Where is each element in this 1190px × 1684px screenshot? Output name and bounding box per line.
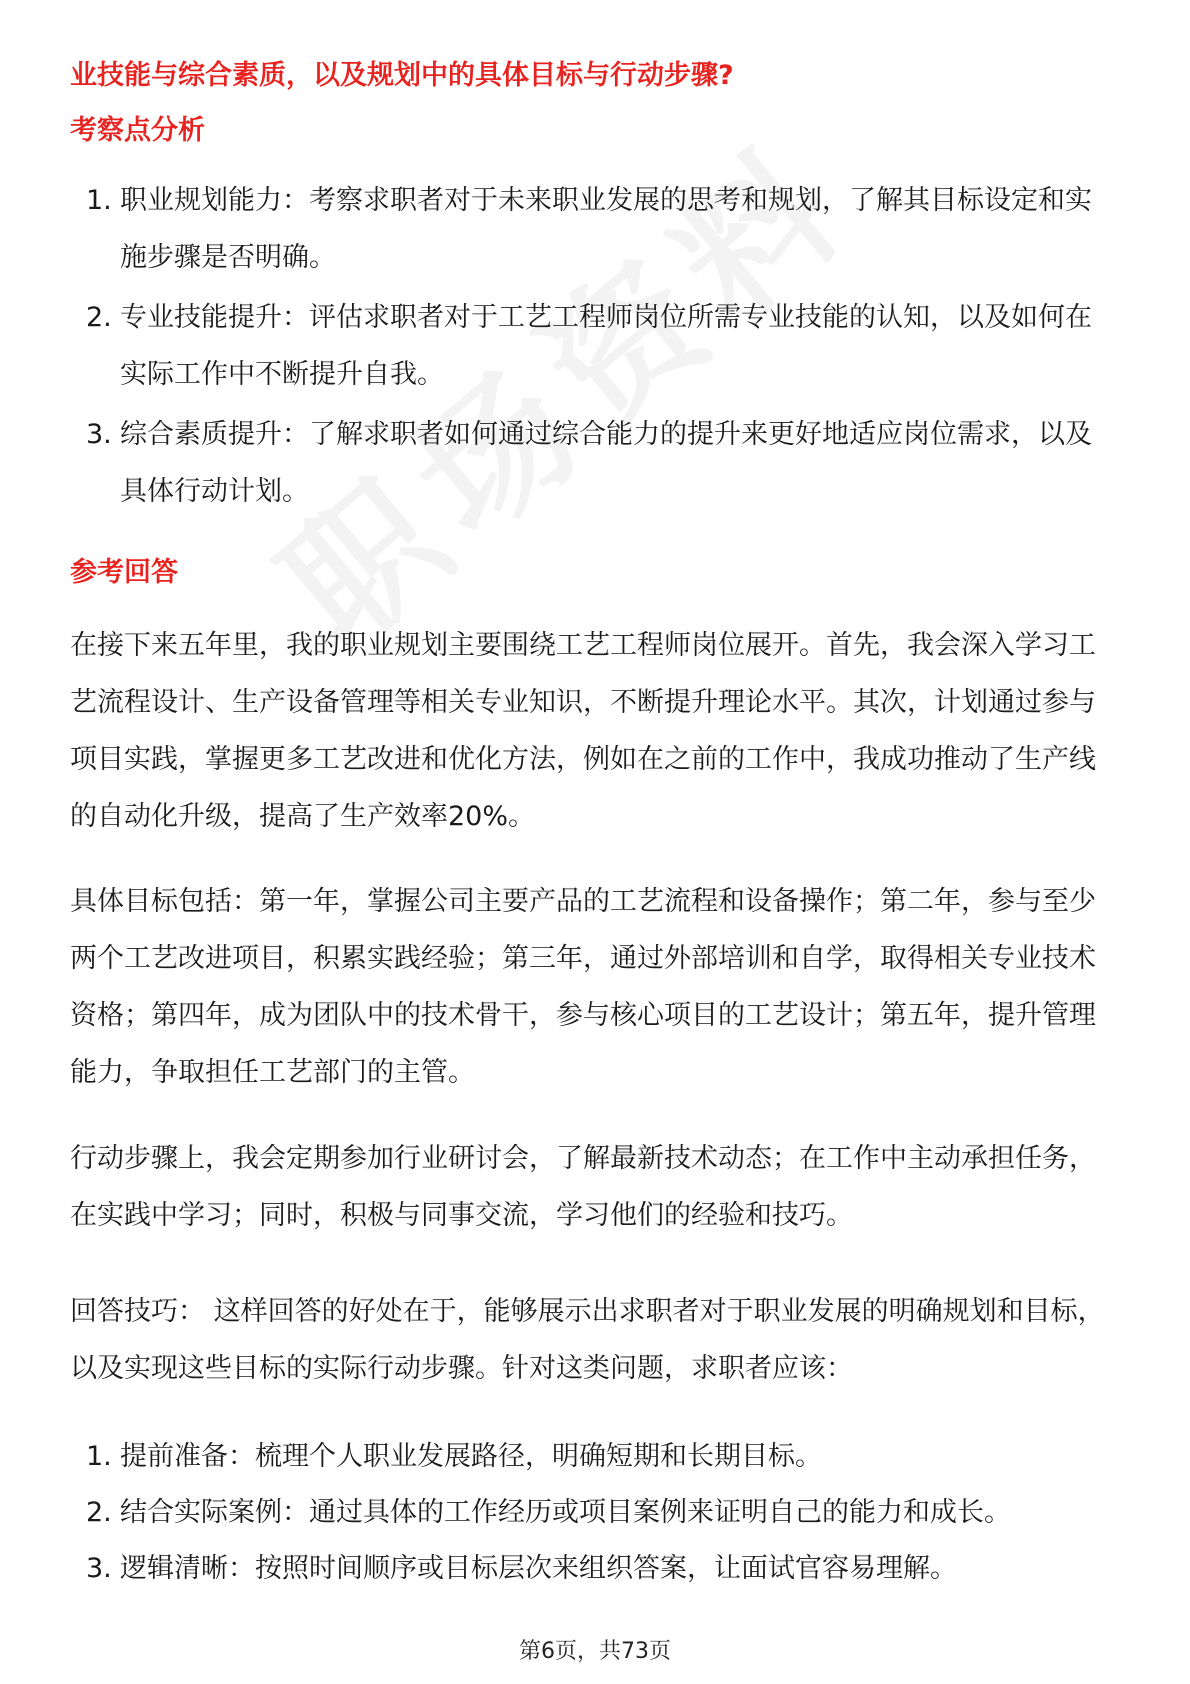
list-item — [70, 406, 1110, 520]
answer-paragraph: 在接下来五年里，我的职业规划主要围绕工艺工程师岗位展开。首先，我会深入学习工艺流程设计、生产设备管理等相关专业知识，不断提升理论水平。其次，计划通过参与项目实践，掌握更多工艺改进和优化方法，例如在之前的工作中，我成功推动了生产线的自动化升级，提高了生产效率20%。 — [70, 630, 1096, 832]
answer-paragraph: 行动步骤上，我会定期参加行业研讨会，了解最新技术动态；在工作中主动承担任务，在实践中学习；同时，积极与同事交流，学习他们的经验和技巧。 — [70, 1143, 1096, 1231]
list-item — [70, 1485, 1110, 1541]
list-text: 职业规划能力：考察求职者对于未来职业发展的思考和规划，了解其目标设定和实施步骤是否明确。 — [120, 185, 1092, 273]
list-number: 2. — [86, 1497, 112, 1528]
analysis-heading: 考察点分析 — [70, 115, 205, 146]
list-number: 2. — [86, 302, 112, 333]
answer-heading: 参考回答 — [70, 557, 178, 588]
list-number: 1. — [86, 185, 112, 216]
list-item — [70, 1541, 1110, 1597]
page-number: 第6页，共73页 — [519, 1639, 671, 1664]
list-text: 逻辑清晰：按照时间顺序或目标层次来组织答案，让面试官容易理解。 — [120, 1553, 957, 1584]
list-text: 结合实际案例：通过具体的工作经历或项目案例来证明自己的能力和成长。 — [120, 1497, 1011, 1528]
answer-tips-intro: 回答技巧： 这样回答的好处在于，能够展示出求职者对于职业发展的明确规划和目标，以及实现这些目标的实际行动步骤。针对这类问题，求职者应该： — [70, 1296, 1105, 1384]
list-number: 3. — [86, 419, 112, 450]
list-item — [70, 289, 1110, 403]
tips-list — [70, 1429, 1110, 1597]
list-number: 3. — [86, 1553, 112, 1584]
list-text: 专业技能提升：评估求职者对于工艺工程师岗位所需专业技能的认知，以及如何在实际工作中不断提升自我。 — [120, 302, 1092, 390]
list-item — [70, 1429, 1110, 1485]
list-text: 提前准备：梳理个人职业发展路径，明确短期和长期目标。 — [120, 1441, 822, 1472]
list-text: 综合素质提升：了解求职者如何通过综合能力的提升来更好地适应岗位需求，以及具体行动计划。 — [120, 419, 1092, 507]
list-item — [70, 172, 1110, 286]
question-text: 业技能与综合素质，以及规划中的具体目标与行动步骤? — [70, 60, 734, 91]
analysis-list — [70, 172, 1110, 523]
list-number: 1. — [86, 1441, 112, 1472]
answer-paragraph: 具体目标包括：第一年，掌握公司主要产品的工艺流程和设备操作；第二年，参与至少两个工艺改进项目，积累实践经验；第三年，通过外部培训和自学，取得相关专业技术资格；第四年，成为团队中的技术骨干，参与核心项目的工艺设计；第五年，提升管理能力，争取担任工艺部门的主管。 — [70, 886, 1096, 1088]
